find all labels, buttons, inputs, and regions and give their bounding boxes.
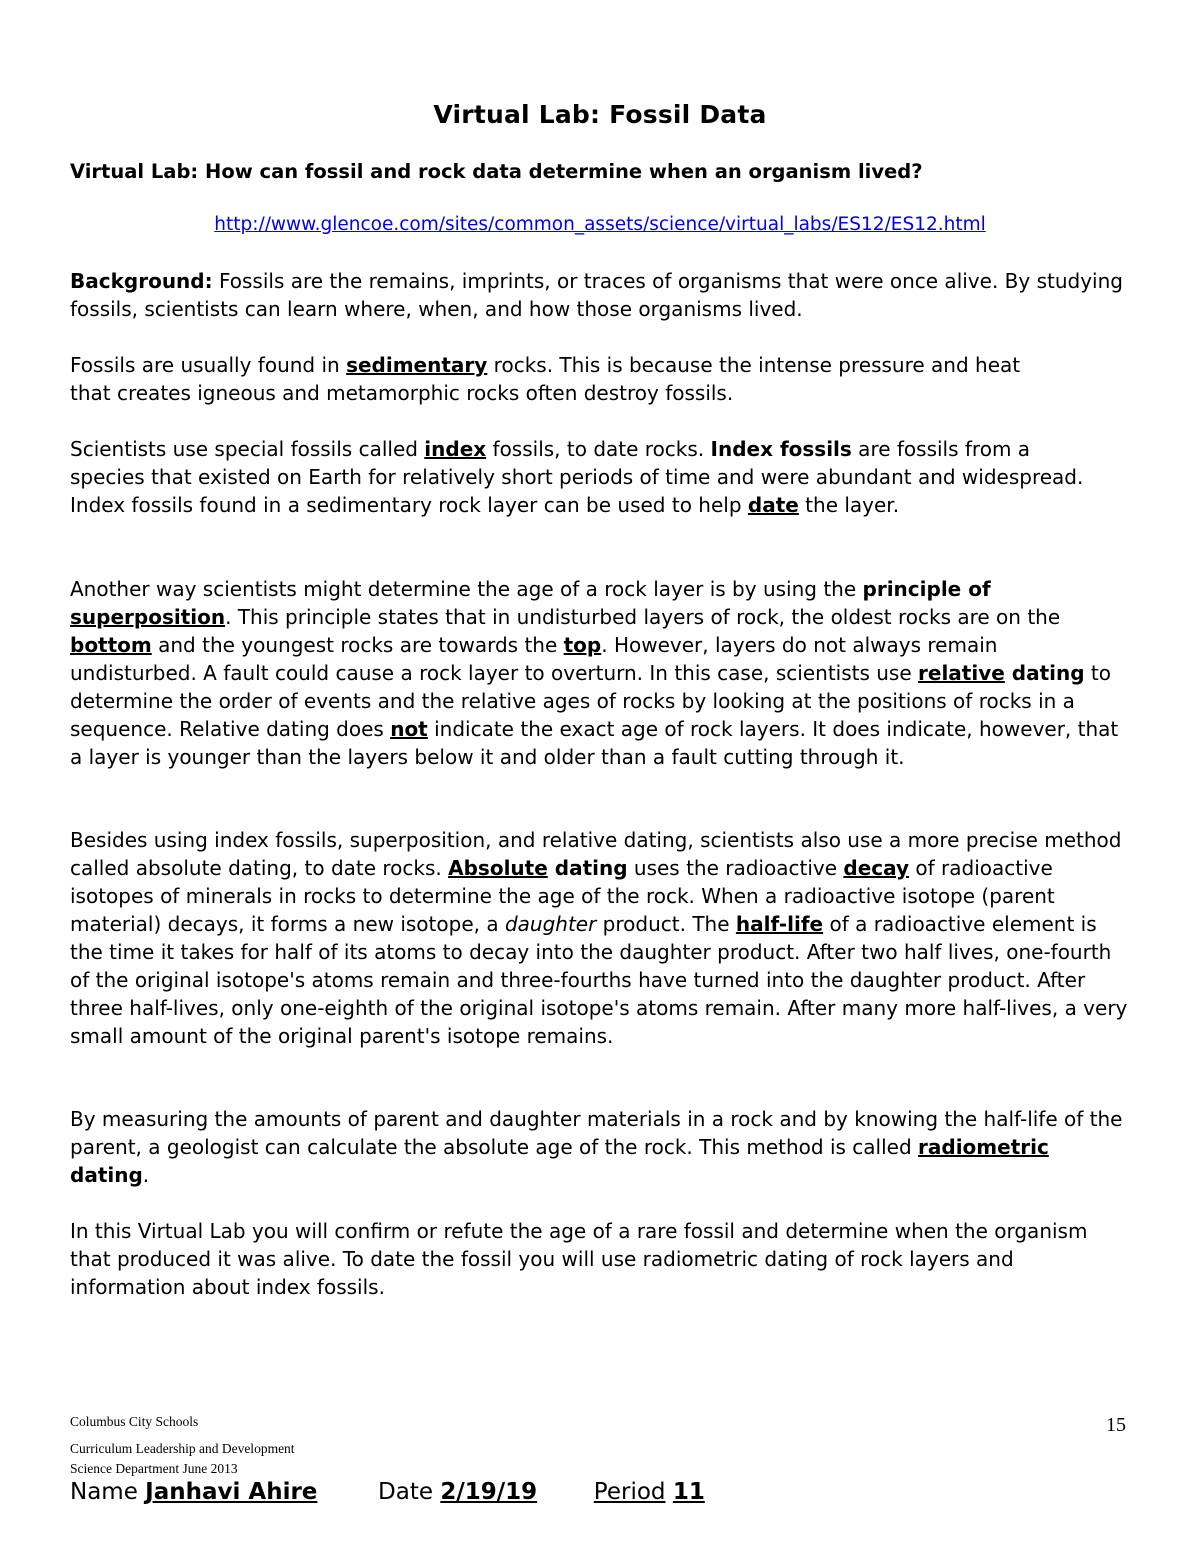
name-value: Janhavi Ahire <box>145 1479 318 1505</box>
keyword-superposition: superposition <box>70 605 226 629</box>
footer-line-3: Science Department June 2013 <box>70 1461 238 1476</box>
virtual-lab-intro-paragraph <box>70 1217 1130 1301</box>
text: and the youngest rocks are towards the <box>151 633 564 657</box>
text: indicate the exact age of rock layers. It does indicate, however, that a layer is younger than the layers below it and older than a fault cutting through it. <box>70 717 1119 769</box>
keyword-bottom: bottom <box>70 633 152 657</box>
footer-line-1: Columbus City Schools <box>70 1414 199 1429</box>
text: Fossils are usually found in <box>70 353 347 377</box>
background-label: Background: <box>70 269 213 293</box>
absolute-dating-paragraph <box>70 826 1130 1050</box>
text: . However, layers do not always remain undisturbed. A fault could cause a rock layer to overturn. In this case, scientists use <box>70 633 998 685</box>
text: . <box>142 1163 150 1187</box>
background-text: Fossils are the remains, imprints, or traces of organisms that were once alive. By studying fossils, scientists can learn where, when, and how those organisms lived. <box>70 269 1123 321</box>
page-title: Virtual Lab: Fossil Data <box>433 100 767 129</box>
keyword-decay: decay <box>843 856 910 880</box>
text: In this Virtual Lab you will confirm or refute the age of a rare fossil and determine when the organism that produced it was alive. To date the fossil you will use radiometric dating of rock layers and information about index fossils. <box>70 1219 1088 1299</box>
text: By measuring the amounts of parent and daughter materials in a rock and by knowing the half-life of the parent, a geologist can calculate the absolute age of the rock. This method is called <box>70 1107 1123 1159</box>
text: Scientists use special fossils called <box>70 437 425 461</box>
term-daughter: daughter <box>504 912 597 936</box>
text: of a radioactive element is the time it takes for half of its atoms to decay into the daughter product. After two half lives, one-fourth of the original isotope's atoms remain and three-fourths have turned into the daughter product. After three half-lives, only one-eighth of the original isotope's atoms remain. After many more half-lives, a very small amount of the original parent's isotope remains. <box>70 912 1128 1048</box>
radiometric-paragraph <box>70 1105 1130 1189</box>
page-number: 15 <box>1106 1414 1126 1436</box>
term-index-fossils: Index fossils <box>710 437 852 461</box>
date-value: 2/19/19 <box>440 1479 538 1505</box>
footer-line-2: Curriculum Leadership and Development <box>70 1441 295 1456</box>
text: fossils, to date rocks. <box>486 437 711 461</box>
text: . This principle states that in undisturbed layers of rock, the oldest rocks are on the <box>225 605 1061 629</box>
keyword-not: not <box>390 717 428 741</box>
lab-url <box>0 214 1200 235</box>
date-label: Date <box>378 1479 434 1505</box>
keyword-sedimentary: sedimentary <box>346 353 488 377</box>
keyword-absolute: Absolute <box>448 856 548 880</box>
text: rocks. This is because the intense pressure and heat that creates igneous and metamorphic rocks often destroy fossils. <box>70 353 1021 405</box>
lab-question: Virtual Lab: How can fossil and rock data determine when an organism lived? <box>70 160 923 183</box>
term-principle-of: principle of <box>862 577 991 601</box>
term-dating: dating <box>70 1163 143 1187</box>
text: the layer. <box>798 493 900 517</box>
keyword-radiometric: radiometric <box>918 1135 1049 1159</box>
period-label: Period <box>593 1479 666 1505</box>
text: uses the radioactive <box>627 856 844 880</box>
keyword-relative: relative <box>918 661 1005 685</box>
lab-link[interactable]: http://www.glencoe.com/sites/common_assets/science/virtual_labs/ES12/ES12.html <box>214 214 986 235</box>
keyword-top: top <box>563 633 602 657</box>
name-label: Name <box>70 1479 138 1505</box>
keyword-half-life: half-life <box>735 912 824 936</box>
text: of radioactive isotopes of minerals in rocks to determine the age of the rock. When a radioactive isotope (parent material) decays, it forms a new isotope, a <box>70 856 1055 936</box>
period-value: 11 <box>672 1479 705 1505</box>
sedimentary-paragraph <box>70 351 1060 407</box>
term-dating: dating <box>547 856 628 880</box>
background-paragraph <box>70 267 1140 323</box>
superposition-paragraph <box>70 575 1130 771</box>
text: Besides using index fossils, superposition, and relative dating, scientists also use a more precise method called absolute dating, to date rocks. <box>70 828 1122 880</box>
text: are fossils from a species that existed on Earth for relatively short periods of time and were abundant and widespread. Index fossils found in a sedimentary rock layer can be used to help <box>70 437 1084 517</box>
text: product. The <box>596 912 736 936</box>
text: to determine the order of events and the relative ages of rocks by looking at the positions of rocks in a sequence. Relative dating does <box>70 661 1111 741</box>
keyword-date: date <box>747 493 799 517</box>
term-dating: dating <box>1004 661 1085 685</box>
text: Another way scientists might determine the age of a rock layer is by using the <box>70 577 863 601</box>
student-info-line <box>70 1479 705 1505</box>
index-fossils-paragraph <box>70 435 1110 519</box>
keyword-index: index <box>424 437 487 461</box>
